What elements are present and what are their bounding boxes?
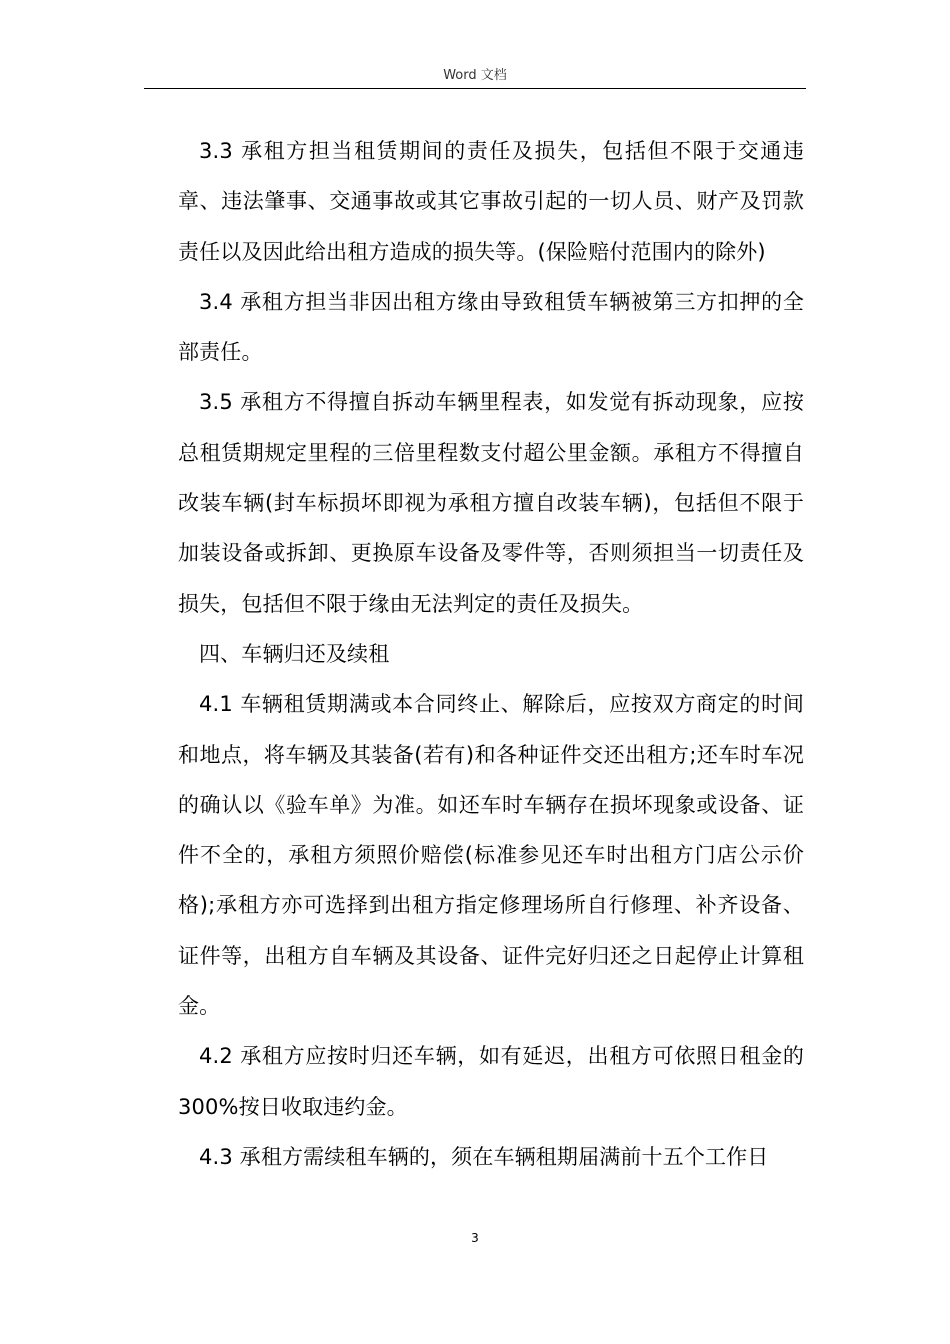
paragraph-3-4: 3.4 承租方担当非因出租方缘由导致租赁车辆被第三方扣押的全部责任。 [178,289,804,365]
paragraph-3-3: 3.3 承租方担当租赁期间的责任及损失，包括但不限于交通违章、违法肇事、交通事故或其它事故引起的一切人员、财产及罚款责任以及因此给出租方造成的损失等。(保险赔付范围内的除外) [178,139,804,264]
document-body [178,126,804,1182]
paragraph-4-1: 4.1 车辆租赁期满或本合同终止、解除后，应按双方商定的时间和地点，将车辆及其装备(若有)和各种证件交还出租方;还车时车况的确认以《验车单》为准。如还车时车辆存在损坏现象或设备、证件不全的，承租方须照价赔偿(标准参见还车时出租方门店公示价格);承租方亦可选择到出租方指定修理场所自行修理、补齐设备、证件等，出租方自车辆及其设备、证件完好归还之日起停止计算租金。 [178,692,804,1019]
paragraph-4-3: 4.3 承租方需续租车辆的，须在车辆租期届满前十五个工作日 [199,1144,769,1169]
section-heading-4: 四、车辆归还及续租 [199,641,390,666]
paragraph-4-2: 4.2 承租方应按时归还车辆，如有延迟，出租方可依照日租金的 300%按日收取违约金。 [178,1044,804,1119]
page-number: 3 [471,1231,479,1245]
paragraph-3-5: 3.5 承租方不得擅自拆动车辆里程表，如发觉有拆动现象，应按总租赁期规定里程的三倍里程数支付超公里金额。承租方不得擅自改装车辆(封车标损坏即视为承租方擅自改装车辆)，包括但不限于加装设备或拆卸、更换原车设备及零件等，否则须担当一切责任及损失，包括但不限于缘由无法判定的责任及损失。 [178,390,804,616]
header-divider [144,88,806,89]
page-header: Word 文档 [443,68,507,83]
